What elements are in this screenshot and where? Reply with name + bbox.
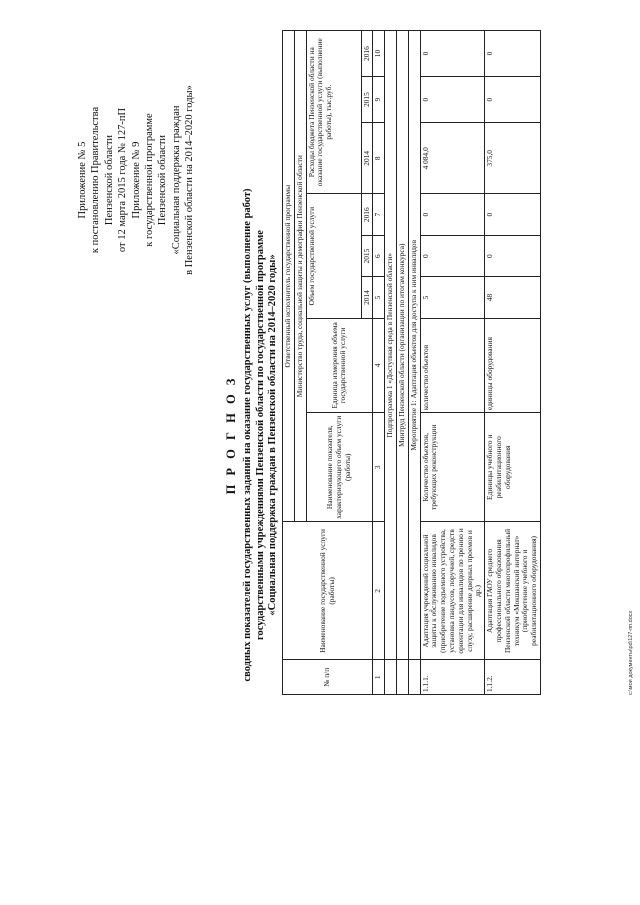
title-line-3: «Социальная поддержка граждан в Пензенской области на 2014–2020 годы» [267, 254, 278, 616]
row-service-name: Адаптация учреждений социальной защиты к обслуживанию инвалидов (приобретение подъемного устройства, установка пандусов, поручней, средств ориентации для инвалидов по зрению и слуху, расширение дверных проемов и др.) [420, 522, 485, 660]
row-unit: единицы оборудования [485, 318, 541, 412]
subprogram-title: Подпрограмма 1 «Доступная среда в Пензенской области» [385, 31, 397, 660]
forecast-table [282, 30, 541, 695]
row-indicator: Единицы учебного и реабилитационного оборудования [485, 413, 541, 522]
annex-line: «Социальная поддержка граждан [170, 105, 182, 255]
empty-cell [408, 660, 420, 695]
title-line-1: сводных показателей государственных заданий на оказание государственных услуг (выполнение работ) [242, 188, 253, 682]
header-indicator: Наименование показателя, характеризующего объем услуги (работы) [306, 413, 373, 522]
column-number: 5 [373, 277, 385, 318]
empty-cell [385, 660, 397, 695]
title-heading: П Р О Г Н О З [224, 375, 238, 495]
header-year: 2014 [361, 123, 373, 194]
row-volume-2016: 0 [420, 194, 485, 235]
column-number: 7 [373, 194, 385, 235]
row-indicator: Количество объектов, требующих реконструкции [420, 413, 485, 522]
title-line-2: государственными учреждениями Пензенской области по государственной программе [254, 230, 266, 640]
column-number-row [373, 31, 385, 695]
subprogram-row [385, 31, 397, 695]
header-no: № п/п [283, 660, 373, 695]
header-year: 2015 [361, 77, 373, 123]
ministry-note-row [396, 31, 408, 695]
table-row [485, 31, 541, 695]
header-expenses: Расходы бюджета Пензенской области на оказание государственной услуги (выполнение работы), тыс.руб. [306, 31, 361, 194]
row-expense-2016: 0 [420, 31, 485, 77]
column-number: 3 [373, 413, 385, 522]
column-number: 4 [373, 318, 385, 412]
empty-cell [396, 660, 408, 695]
measure-row [408, 31, 420, 695]
annex-line: от 12 марта 2015 года № 127-пП [117, 107, 129, 253]
header-year: 2014 [361, 277, 373, 318]
column-number: 8 [373, 123, 385, 194]
row-expense-2014: 4 084,0 [420, 123, 485, 194]
row-expense-2016: 0 [485, 31, 541, 77]
row-expense-2015: 0 [485, 77, 541, 123]
annex-line: в Пензенской области на 2014–2020 годы» [184, 85, 196, 275]
row-volume-2015: 0 [485, 235, 541, 276]
annex-line: Пензенской области [103, 134, 115, 226]
annex-line: к государственной программе [144, 113, 156, 247]
ministry-note: Минтруд Пензенской области (организации по итогам конкурса) [396, 31, 408, 660]
row-volume-2014: 5 [420, 277, 485, 318]
row-service-name: Адаптация ГАОУ среднего профессионального образования Пензенской области многопрофильный техникум «Мокшанский интернат» (приобретение учебного и реабилитационного оборудования) [485, 522, 541, 660]
row-volume-2016: 0 [485, 194, 541, 235]
annex-block [76, 15, 197, 345]
header-year: 2016 [361, 31, 373, 77]
measure-title: Мероприятие 1: Адаптация объектов для доступа к ним инвалидов [408, 31, 420, 660]
column-number: 10 [373, 31, 385, 77]
document-title [224, 135, 280, 735]
column-number: 2 [373, 522, 385, 660]
column-number: 1 [373, 660, 385, 695]
file-path-footer: c:\мои документы\pd\127-пп.docx [628, 610, 634, 695]
annex-line: Пензенской области [157, 134, 169, 226]
row-no: 1.1.2. [485, 660, 541, 695]
annex-line: к постановлению Правительства [90, 106, 102, 254]
header-year: 2015 [361, 235, 373, 276]
header-volume: Объем государственной услуги [306, 194, 361, 318]
column-number: 9 [373, 77, 385, 123]
header-unit: Единица измерения объема государственной услуги [306, 318, 373, 412]
row-unit: количество объектов [420, 318, 485, 412]
header-service-name: Наименование государственной услуги (работы) [283, 522, 373, 660]
row-expense-2014: 375,0 [485, 123, 541, 194]
row-volume-2014: 48 [485, 277, 541, 318]
row-expense-2015: 0 [420, 77, 485, 123]
table-row [420, 31, 485, 695]
column-number: 6 [373, 235, 385, 276]
row-volume-2015: 0 [420, 235, 485, 276]
annex-line: Приложение № 5 [77, 141, 88, 219]
row-no: 1.1.1. [420, 660, 485, 695]
annex-line: Приложение № 9 [130, 141, 142, 219]
header-ministry: Министерство труда, социальной защиты и демографии Пензенской области [294, 31, 306, 522]
table-header-row [283, 31, 295, 695]
header-year: 2016 [361, 194, 373, 235]
header-responsible: Ответственный исполнитель государственной программы [283, 31, 295, 522]
